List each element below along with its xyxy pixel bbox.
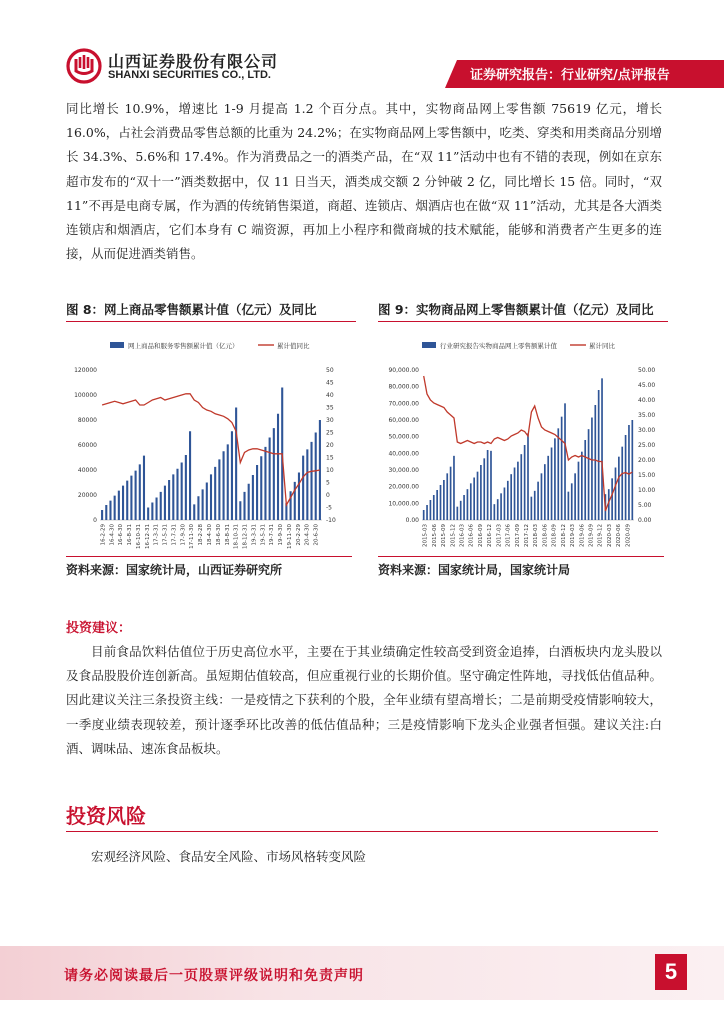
y-right-tick-label: 10.00	[638, 487, 656, 494]
bar-2016-03	[460, 501, 462, 520]
chart-online-retail-sales	[66, 330, 356, 560]
y-right-tick-label: 30	[326, 417, 334, 424]
bar-2018-06	[210, 474, 212, 520]
figure-8-source: 资料来源：国家统计局，山西证券研究所	[66, 563, 283, 577]
bar-2017-11	[524, 445, 526, 520]
bar-2016-11	[139, 464, 141, 520]
y-right-tick-label: 35.00	[638, 412, 656, 419]
x-tick-label: 2018-06	[542, 523, 549, 547]
y-right-tick-label: 45.00	[638, 382, 656, 389]
chart-physical-goods-online-retail	[378, 330, 668, 560]
bar-2020-10	[631, 420, 633, 520]
bar-2016-05	[114, 496, 116, 520]
y-right-tick-label: 10	[326, 467, 334, 474]
bar-2018-11	[231, 431, 233, 520]
footer-disclaimer: 请务必阅读最后一页股票评级说明和免责声明	[64, 968, 364, 984]
bar-2017-09	[176, 469, 178, 520]
y-left-tick-label: 50,000.00	[388, 433, 419, 441]
bar-2020-07	[621, 447, 623, 520]
bar-2017-02	[494, 504, 496, 520]
bar-2018-08	[551, 448, 553, 521]
x-tick-label: 20-6-30	[313, 524, 320, 546]
bar-2015-12	[453, 456, 455, 520]
investment-advice-heading: 投资建议：	[66, 621, 132, 636]
bar-2019-08	[264, 447, 266, 520]
bar-2017-11	[185, 455, 187, 520]
bar-2016-05	[467, 489, 469, 520]
bar-2017-06	[507, 481, 509, 520]
bar-2020-08	[310, 442, 312, 520]
bar-2017-04	[156, 498, 158, 521]
y-left-tick-label: 10,000.00	[388, 500, 419, 508]
figure-9-source-rule	[378, 556, 664, 557]
bar-2018-08	[218, 459, 220, 520]
bar-2016-09	[480, 465, 482, 520]
figure-9-title: 图 9：实物商品网上零售额累计值（亿元）及同比	[378, 302, 654, 317]
x-tick-label: 2020-06	[616, 524, 623, 548]
x-tick-label: 18-12-31	[242, 523, 249, 549]
x-tick-label: 2020-03	[607, 524, 613, 548]
x-tick-label: 20-4-30	[304, 524, 311, 546]
x-tick-label: 2015-12	[450, 524, 457, 548]
bar-2018-07	[547, 456, 549, 520]
y-right-tick-label: 15	[326, 454, 334, 462]
bar-2019-11	[277, 414, 279, 520]
x-tick-label: 2019-09	[588, 523, 595, 547]
legend-bar-swatch	[110, 342, 124, 348]
company-name-en: SHANXI SECURITIES CO., LTD.	[108, 69, 271, 81]
x-tick-label: 2016-06	[468, 524, 475, 547]
x-tick-label: 2016-12	[487, 523, 494, 547]
bar-2020-06	[302, 456, 304, 520]
bar-2019-09	[269, 438, 271, 521]
x-tick-label: 17-5-31	[162, 524, 169, 546]
bar-2016-11	[487, 450, 489, 520]
y-right-tick-label: 25.00	[638, 442, 656, 449]
x-tick-label: 19-5-31	[260, 524, 267, 546]
legend-line-label: 累计同比	[589, 342, 615, 350]
bar-2016-06	[118, 491, 120, 520]
y-right-tick-label: 20	[326, 442, 334, 449]
investment-risk-heading: 投资风险	[66, 804, 146, 828]
bar-2019-10	[594, 405, 596, 520]
report-type-label: 证券研究报告：行业研究/点评报告	[470, 68, 670, 83]
x-tick-label: 17-7-31	[171, 524, 178, 546]
bar-2018-10	[227, 444, 229, 520]
x-tick-label: 2016-03	[459, 524, 466, 548]
x-tick-label: 16-12-31	[144, 523, 151, 549]
bar-2016-04	[463, 495, 465, 520]
y-right-tick-label: 5.00	[638, 502, 652, 509]
bar-2018-12	[564, 403, 566, 520]
x-tick-label: 19-11-30	[286, 523, 293, 549]
bar-2019-07	[584, 440, 586, 520]
x-tick-label: 18-8-31	[224, 524, 231, 546]
y-left-tick-label: 60000	[77, 442, 97, 449]
y-right-tick-label: 20.00	[638, 457, 656, 464]
bar-2018-05	[206, 483, 208, 521]
company-name-cn: 山西证券股份有限公司	[108, 52, 279, 71]
bar-2015-05	[430, 500, 432, 520]
figure-8	[66, 300, 356, 560]
figure-9	[378, 300, 668, 560]
bar-2016-10	[483, 458, 485, 520]
legend-line-label: 累计值同比	[277, 342, 310, 350]
bar-2019-06	[581, 452, 583, 520]
bar-2016-09	[130, 476, 132, 520]
x-tick-label: 2019-06	[579, 523, 586, 547]
figure-8-title: 图 8：网上商品零售额累计值（亿元）及同比	[66, 302, 317, 317]
bar-2015-11	[450, 467, 452, 520]
bar-2016-12	[143, 456, 145, 520]
bar-2016-08	[477, 472, 479, 520]
bar-2020-05	[298, 473, 300, 521]
bar-2019-06	[256, 465, 258, 520]
bar-2015-10	[446, 473, 448, 520]
x-tick-label: 2015-03	[422, 523, 429, 547]
bar-2018-09	[554, 438, 556, 520]
legend-bar-label: 网上商品和服务零售额累计值（亿元）	[128, 342, 239, 350]
bar-2015-04	[426, 505, 428, 520]
bar-2016-12	[490, 451, 492, 520]
x-tick-label: 19-7-31	[269, 524, 276, 546]
y-right-tick-label: 0	[326, 492, 330, 499]
bar-2016-10	[135, 471, 137, 520]
bar-2020-09	[315, 433, 317, 521]
x-tick-label: 2019-12	[597, 523, 604, 547]
body-paragraph-3: 宏观经济风险、食品安全风险、市场风格转变风险	[91, 849, 367, 864]
bar-2019-08	[588, 429, 590, 520]
y-left-tick-label: 100000	[74, 392, 97, 399]
y-left-tick-label: 80000	[77, 417, 97, 424]
bar-2018-07	[214, 467, 216, 520]
page-header	[0, 0, 724, 92]
bar-2016-02	[456, 507, 458, 520]
x-tick-label: 2017-12	[524, 524, 530, 547]
bar-2015-07	[436, 490, 438, 520]
y-left-tick-label: 40000	[77, 467, 97, 474]
y-left-tick-label: 90,000.00	[388, 367, 419, 374]
body-paragraph-1: 同比增长 10.9%，增速比 1-9 月提高 1.2 个百分点。其中，实物商品网上零售额 75619 亿元，增长 16.0%，占社会消费品零售总额的比重为 24.2%；在实物商品网上零售额中，吃类、穿类和用类商品分别增长 34.3%、5.6%和 17.4%。作为消费品之一的酒类产品，在“双 11”活动中也有不错的表现，例如在京东超市发布的“双十一”酒类数据中，仅 11 日当天，酒类成交额 2 分钟破 2 亿，同比增长 15 倍。同时，“双 11”不再是电商专属，作为酒的传统销售渠道，商超、连锁店、烟酒店也在做“双 11”活动，尤其是各大酒类连锁店和烟酒店，它们本身有 C 端资源，再加上小程序和微商城的技术赋能，能够和消费者产生更多的连接，从而促进酒类销售。	[66, 101, 662, 262]
y-left-tick-label: 20000	[77, 492, 97, 499]
bar-2019-11	[598, 390, 600, 520]
y-right-tick-label: 25	[326, 429, 334, 437]
legend-bar-label: 行业研究报告实物商品网上零售额累计值	[440, 342, 557, 350]
bar-2016-06	[470, 483, 472, 520]
bar-2016-02-29	[101, 510, 103, 520]
bar-2016-07	[122, 486, 124, 520]
x-tick-label: 2016-09	[477, 523, 484, 547]
bar-2019-09	[591, 418, 593, 521]
y-right-tick-label: 50	[326, 367, 334, 374]
bar-2018-05	[541, 473, 543, 520]
y-right-tick-label: 45	[326, 379, 334, 387]
bar-2016-03	[105, 505, 107, 520]
bar-2020-07	[306, 449, 308, 520]
y-right-tick-label: -5	[326, 504, 332, 512]
bar-2015-08	[440, 485, 442, 520]
y-right-tick-label: 50.00	[638, 367, 656, 374]
bar-2020-04	[611, 478, 613, 520]
y-left-tick-label: 0	[93, 517, 97, 524]
x-tick-label: 16-10-31	[136, 524, 142, 550]
company-logo-icon	[66, 48, 102, 84]
x-tick-label: 17-3-31	[153, 523, 160, 546]
bar-2017-08	[172, 474, 174, 520]
y-right-tick-label: 35	[326, 404, 334, 412]
x-tick-label: 2019-03	[570, 524, 577, 547]
x-tick-label: 2015-09	[441, 523, 447, 547]
y-right-tick-label: 40	[326, 392, 334, 399]
x-tick-label: 16-8-31	[127, 524, 134, 546]
bar-2018-12	[235, 408, 237, 521]
bar-2018-02	[193, 504, 195, 520]
bar-2020-09	[628, 425, 630, 520]
x-tick-label: 19-9-30	[278, 523, 284, 546]
bar-2020-04	[294, 482, 296, 520]
x-tick-label: 20-2-29	[295, 524, 302, 546]
bar-2017-10	[520, 454, 522, 520]
bar-2015-06	[433, 495, 435, 520]
x-tick-label: 16-6-30	[118, 524, 125, 546]
bar-2017-07	[510, 474, 512, 520]
x-tick-label: 16-2-29	[100, 523, 107, 546]
bar-2020-06	[618, 457, 620, 520]
y-right-tick-label: -10	[326, 517, 336, 524]
bar-2018-04	[537, 482, 539, 520]
x-tick-label: 18-6-30	[215, 524, 222, 546]
y-left-tick-label: 40,000.00	[388, 450, 419, 458]
bar-2016-04	[109, 501, 111, 520]
figure-9-title-rule	[378, 321, 668, 322]
bar-2015-03	[423, 510, 425, 520]
x-tick-label: 18-4-30	[207, 524, 213, 546]
bar-2017-05	[160, 492, 162, 520]
y-left-tick-label: 60,000.00	[388, 417, 419, 424]
bar-2017-04	[500, 493, 502, 520]
x-tick-label: 17-11-30	[189, 523, 196, 549]
y-left-tick-label: 80,000.00	[388, 383, 419, 391]
bar-2020-08	[625, 435, 627, 520]
bar-2017-07	[168, 480, 170, 520]
bar-2017-03	[151, 503, 153, 521]
x-tick-label: 2018-03	[533, 523, 540, 547]
x-tick-label: 2017-06	[505, 524, 512, 548]
y-left-tick-label: 120000	[74, 367, 97, 374]
y-right-tick-label: 0.00	[638, 517, 652, 524]
figure-8-source-rule	[66, 556, 352, 557]
x-tick-label: 2017-09	[514, 524, 521, 548]
x-tick-label: 16-4-30	[109, 523, 116, 546]
bar-2019-02	[568, 492, 570, 520]
bar-2016-07	[473, 478, 475, 521]
bar-2017-10	[181, 463, 183, 521]
x-tick-label: 18-10-31	[233, 523, 240, 549]
bar-2017-12	[527, 433, 529, 520]
bar-2017-12	[189, 431, 191, 520]
x-tick-label: 2018-09	[551, 524, 558, 548]
y-left-tick-label: 30,000.00	[388, 467, 419, 474]
bar-2018-10	[557, 428, 559, 520]
bar-2019-05	[578, 462, 580, 520]
y-left-tick-label: 70,000.00	[388, 400, 419, 408]
bar-2019-02	[239, 501, 241, 520]
bar-2016-08	[126, 481, 128, 520]
bar-2017-03	[497, 499, 499, 520]
bar-2019-07	[260, 456, 262, 520]
figure-8-title-rule	[66, 321, 356, 322]
bar-2019-04	[248, 484, 250, 520]
bar-2017-05	[504, 488, 506, 521]
section-divider	[66, 831, 658, 832]
y-right-tick-label: 40.00	[638, 397, 656, 404]
bar-2018-06	[544, 464, 546, 520]
bar-2019-05	[252, 475, 254, 520]
x-tick-label: 17-9-30	[180, 524, 187, 546]
bar-2019-04	[574, 473, 576, 520]
bar-2017-08	[514, 468, 516, 521]
x-tick-label: 2015-06	[431, 523, 438, 547]
body-paragraph-2: 目前食品饮料估值位于历史高位水平，主要在于其业绩确定性较高受到资金追捧，白酒板块内龙头股以及食品股股价连创新高。虽短期估值较高，但应重视行业的长期价值。坚守确定性阵地，寻找低估值品种。因此建议关注三条投资主线：一是疫情之下获利的个股，全年业绩有望高增长；二是前期受疫情影响较大，一季度业绩表现较差，预计逐季环比改善的低估值品种；三是疫情影响下龙头企业强者恒强。建议关注:白酒、调味品、速冻食品板块。	[66, 644, 662, 756]
y-right-tick-label: 15.00	[638, 472, 656, 479]
bar-2019-12	[601, 378, 603, 520]
bar-2019-03	[243, 492, 245, 520]
x-tick-label: 19-3-31	[251, 524, 258, 546]
y-right-tick-label: 30.00	[638, 427, 656, 434]
bar-2018-03	[197, 496, 199, 520]
legend-bar-swatch	[422, 342, 436, 348]
bar-2017-06	[164, 486, 166, 520]
x-tick-label: 2017-03	[496, 523, 503, 547]
bar-2018-09	[223, 451, 225, 520]
page-number: 5	[655, 954, 687, 990]
bar-2019-10	[273, 428, 275, 520]
bar-2018-03	[534, 491, 536, 520]
bar-2019-03	[571, 483, 573, 520]
bar-2018-11	[561, 417, 563, 520]
figure-9-source: 资料来源：国家统计局，国家统计局	[378, 563, 571, 577]
x-tick-label: 18-2-28	[198, 523, 205, 546]
bar-2020-05	[615, 468, 617, 521]
bar-2018-04	[202, 489, 204, 520]
y-left-tick-label: 0.00	[405, 517, 419, 524]
bar-2017-02	[147, 508, 149, 521]
x-tick-label: 2018-12	[560, 524, 567, 548]
bar-2018-02	[531, 497, 533, 520]
bar-2017-09	[517, 462, 519, 520]
bar-2015-09	[443, 480, 445, 520]
x-tick-label: 2020-09	[625, 524, 632, 547]
y-right-tick-label: 5	[326, 479, 330, 487]
y-left-tick-label: 20,000.00	[388, 483, 419, 491]
